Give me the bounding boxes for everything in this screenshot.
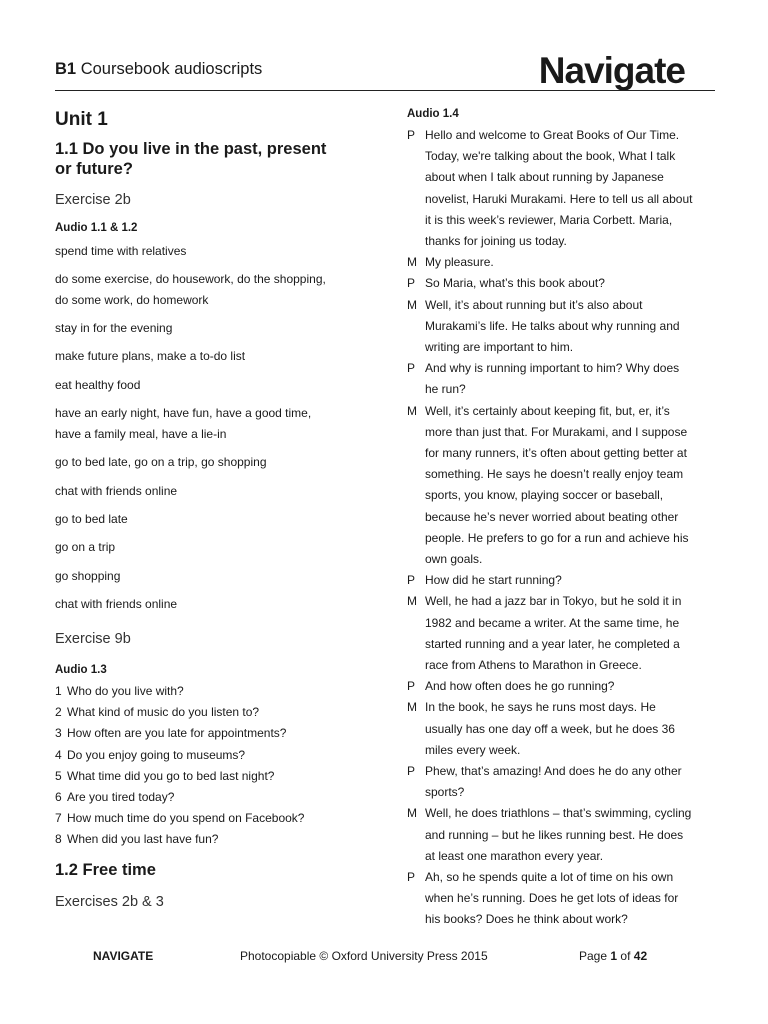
page-number: 1 bbox=[610, 949, 618, 963]
list-item: have a family meal, have a lie-in bbox=[55, 427, 227, 441]
question-number: 3 bbox=[55, 726, 62, 740]
question-number: 6 bbox=[55, 790, 62, 804]
list-item: have an early night, have fun, have a good time, bbox=[55, 406, 312, 420]
header-divider bbox=[55, 90, 715, 91]
speaker-label: P bbox=[407, 361, 416, 376]
dialogue-line: novelist, Haruki Murakami. Here to tell us all about bbox=[425, 191, 693, 206]
dialogue-line: thanks for joining us today. bbox=[425, 234, 567, 248]
question-item bbox=[55, 811, 304, 825]
question-text: What time did you go to bed last night? bbox=[67, 769, 275, 783]
dialogue-line: sports, you know, playing soccer or baseball, bbox=[425, 488, 664, 503]
question-item bbox=[55, 832, 218, 846]
list-item: go to bed late bbox=[55, 512, 128, 526]
list-item: chat with friends online bbox=[55, 484, 178, 498]
question-number: 4 bbox=[55, 748, 62, 762]
dialogue-line: Well, he had a jazz bar in Tokyo, but he sold it in bbox=[425, 594, 682, 609]
question-number: 1 bbox=[55, 684, 62, 698]
page-total: 42 bbox=[633, 949, 648, 963]
footer-brand: NAVIGATE bbox=[93, 949, 154, 963]
page-label: Page bbox=[579, 949, 608, 963]
dialogue-line: My pleasure. bbox=[425, 255, 494, 270]
dialogue-line: started running and a year later, he completed a bbox=[425, 636, 680, 651]
speaker-label: M bbox=[407, 255, 417, 270]
audio-heading: Audio 1.1 & 1.2 bbox=[55, 222, 138, 234]
question-number: 7 bbox=[55, 811, 62, 825]
dialogue-line: Well, he does triathlons – that’s swimming, cycling bbox=[425, 806, 692, 821]
dialogue-line: because he’s never worried about beating other bbox=[425, 509, 679, 524]
question-number: 2 bbox=[55, 705, 62, 719]
list-item: go to bed late, go on a trip, go shopping bbox=[55, 455, 267, 469]
navigate-logo: Navigate bbox=[538, 50, 685, 91]
question-number: 8 bbox=[55, 832, 62, 846]
dialogue-line: about when I talk about running by Japanese bbox=[425, 170, 664, 185]
dialogue-line: for many runners, it’s often about getting better at bbox=[425, 446, 687, 460]
audio-heading: Audio 1.4 bbox=[407, 108, 459, 120]
dialogue-line: Ah, so he spends quite a lot of time on his own bbox=[425, 870, 674, 884]
dialogue-line: Well, it’s certainly about keeping fit, but, er, it’s bbox=[425, 403, 670, 418]
question-item bbox=[55, 684, 184, 698]
dialogue-line: it is this week’s reviewer, Maria Corbett. Maria, bbox=[425, 212, 673, 227]
unit-title: Unit 1 bbox=[55, 109, 108, 130]
dialogue-line: Hello and welcome to Great Books of Our Time. bbox=[425, 128, 680, 142]
speaker-label: P bbox=[407, 764, 416, 778]
speaker-label: M bbox=[407, 403, 417, 418]
list-item: chat with friends online bbox=[55, 597, 178, 611]
dialogue-line: sports? bbox=[425, 785, 465, 800]
speaker-label: M bbox=[407, 297, 417, 312]
question-item bbox=[55, 705, 259, 719]
section-heading-line: or future? bbox=[55, 160, 133, 178]
dialogue-line: And why is running important to him? Why does bbox=[425, 361, 680, 376]
level-label: B1 bbox=[55, 60, 77, 78]
dialogue-line: writing are important to him. bbox=[425, 340, 574, 354]
section-heading-1-1 bbox=[55, 139, 365, 179]
exercise-heading: Exercise 9b bbox=[55, 631, 131, 647]
speaker-label: P bbox=[407, 870, 416, 884]
dialogue-line: Murakami’s life. He talks about why running and bbox=[425, 318, 680, 333]
dialogue-line: race from Athens to Marathon in Greece. bbox=[425, 658, 642, 672]
question-item bbox=[55, 769, 274, 783]
speaker-label: P bbox=[407, 573, 416, 588]
dialogue-line: when he’s running. Does he get lots of ideas for bbox=[425, 891, 679, 906]
exercise-heading: Exercise 2b bbox=[55, 192, 131, 208]
dialogue-line: people. He prefers to go for a run and achieve his bbox=[425, 530, 689, 545]
speaker-label: P bbox=[407, 679, 416, 694]
list-item: go shopping bbox=[55, 569, 121, 583]
footer-copyright: Photocopiable © Oxford University Press 2015 bbox=[240, 949, 488, 963]
exercise-heading: Exercises 2b & 3 bbox=[55, 894, 164, 910]
speaker-label: M bbox=[407, 700, 417, 715]
speaker-label: P bbox=[407, 128, 416, 142]
list-item: make future plans, make a to-do list bbox=[55, 349, 246, 363]
dialogue-line: How did he start running? bbox=[425, 573, 562, 588]
dialogue-line: usually has one day off a week, but he does 36 bbox=[425, 721, 675, 736]
dialogue-line: And how often does he go running? bbox=[425, 679, 615, 694]
list-item: go on a trip bbox=[55, 540, 116, 554]
dialogue-line: In the book, he says he runs most days. He bbox=[425, 700, 656, 715]
question-text: How much time do you spend on Facebook? bbox=[67, 811, 305, 825]
dialogue-line: something. He says he doesn’t really enjoy team bbox=[425, 467, 684, 482]
dialogue-line: he run? bbox=[425, 382, 466, 397]
list-item: spend time with relatives bbox=[55, 244, 187, 258]
dialogue-line: at least one marathon every year. bbox=[425, 848, 604, 863]
dialogue-line: miles every week. bbox=[425, 742, 521, 757]
audio-heading: Audio 1.3 bbox=[55, 664, 107, 676]
page-indicator bbox=[579, 949, 647, 963]
question-text: What kind of music do you listen to? bbox=[67, 705, 260, 719]
section-heading-1-2: 1.2 Free time bbox=[55, 861, 156, 879]
dialogue-line: own goals. bbox=[425, 552, 483, 566]
question-text: Do you enjoy going to museums? bbox=[67, 748, 246, 762]
question-item bbox=[55, 726, 286, 740]
speaker-label: M bbox=[407, 806, 417, 821]
question-text: When did you last have fun? bbox=[67, 832, 219, 846]
list-item: stay in for the evening bbox=[55, 321, 173, 335]
question-item bbox=[55, 748, 245, 762]
question-number: 5 bbox=[55, 769, 62, 783]
question-text: Who do you live with? bbox=[67, 684, 184, 698]
dialogue-line: 1982 and became a writer. At the same time, he bbox=[425, 615, 680, 630]
list-item: do some work, do homework bbox=[55, 293, 209, 307]
speaker-label: M bbox=[407, 594, 417, 609]
dialogue-line: and running – but he likes running best. He does bbox=[425, 827, 684, 842]
question-text: How often are you late for appointments? bbox=[67, 726, 287, 740]
dialogue-line: Phew, that’s amazing! And does he do any other bbox=[425, 764, 682, 778]
question-text: Are you tired today? bbox=[67, 790, 175, 804]
question-item bbox=[55, 790, 174, 804]
page-of: of bbox=[620, 949, 631, 963]
dialogue-line: Well, it’s about running but it’s also about bbox=[425, 297, 643, 312]
list-item: eat healthy food bbox=[55, 378, 141, 392]
page-header bbox=[55, 52, 715, 90]
list-item: do some exercise, do housework, do the shopping, bbox=[55, 272, 326, 286]
dialogue-line: his books? Does he think about work? bbox=[425, 912, 628, 927]
speaker-label: P bbox=[407, 276, 416, 291]
header-subtitle: Coursebook audioscripts bbox=[80, 60, 263, 78]
dialogue-line: Today, we're talking about the book, What I talk bbox=[425, 149, 676, 164]
section-heading-line: 1.1 Do you live in the past, present bbox=[55, 140, 327, 158]
dialogue-line: more than just that. For Murakami, and I suppose bbox=[425, 424, 688, 439]
dialogue-line: So Maria, what’s this book about? bbox=[425, 276, 605, 291]
header-title bbox=[55, 60, 262, 79]
